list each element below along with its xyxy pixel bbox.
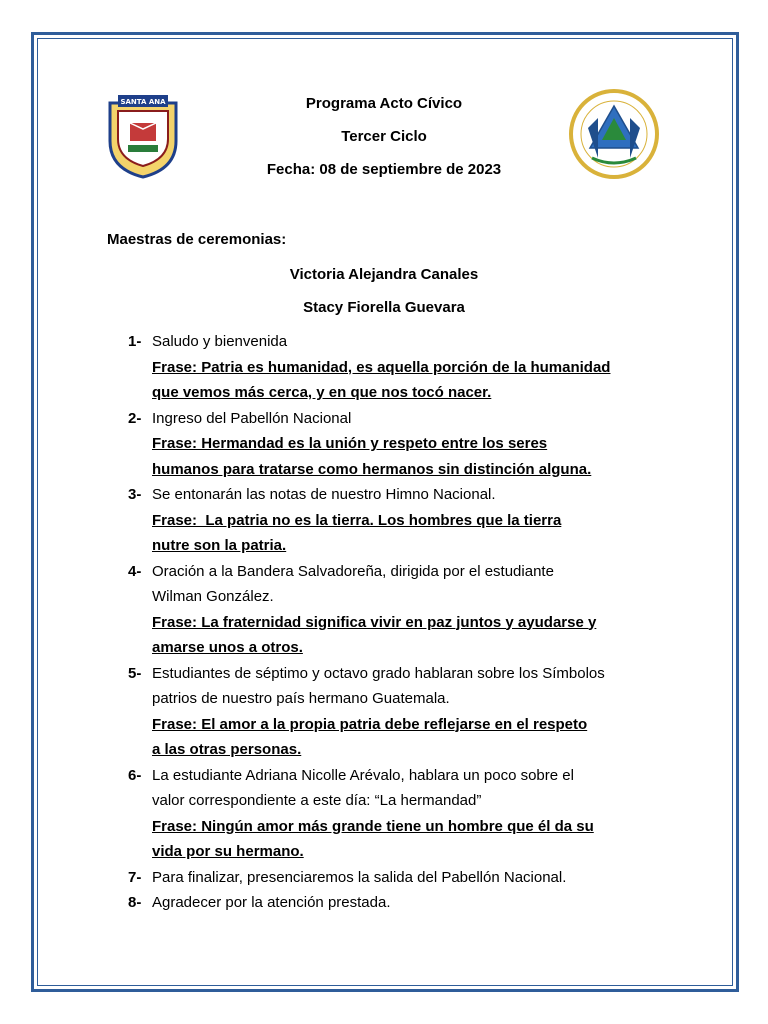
item-text: Estudiantes de séptimo y octavo grado hablaran sobre los Símbolos xyxy=(152,664,605,682)
program-item xyxy=(128,560,688,662)
page-subtitle: Tercer Ciclo xyxy=(341,128,427,145)
program-list xyxy=(128,330,688,917)
ceremony-name: Victoria Alejandra Canales xyxy=(289,266,479,283)
item-frase: Frase: Hermandad es la unión y respeto entre los seres xyxy=(152,435,548,452)
item-text: Agradecer por la atención prestada. xyxy=(152,894,391,911)
item-frase: Frase: Patria es humanidad, es aquella porción de la humanidad xyxy=(152,358,611,376)
item-text: Ingreso del Pabellón Nacional xyxy=(152,409,352,427)
item-number: 4- xyxy=(128,562,142,580)
item-frase: Frase: La patria no es la tierra. Los hombres que la tierra xyxy=(152,511,562,529)
item-text: Oración a la Bandera Salvadoreña, dirigida por el estudiante xyxy=(152,562,554,580)
item-text: La estudiante Adriana Nicolle Arévalo, hablara un poco sobre el xyxy=(152,766,574,784)
item-text: valor correspondiente a este día: “La hermandad” xyxy=(152,792,482,809)
header xyxy=(0,92,768,191)
item-number: 5- xyxy=(128,664,142,682)
item-frase: Frase: La fraternidad significa vivir en paz juntos y ayudarse y xyxy=(152,613,597,631)
item-text: Para finalizar, presenciaremos la salida del Pabellón Nacional. xyxy=(152,868,567,886)
item-frase: Frase: El amor a la propia patria debe reflejarse en el respeto xyxy=(152,715,588,733)
program-item xyxy=(128,866,688,892)
item-text: patrios de nuestro país hermano Guatemala. xyxy=(152,690,450,707)
item-number: 7- xyxy=(128,868,142,886)
page-title: Programa Acto Cívico xyxy=(305,95,463,112)
item-number: 6- xyxy=(128,766,142,784)
program-item xyxy=(128,764,688,866)
program-item xyxy=(128,662,688,764)
item-number: 8- xyxy=(128,894,142,911)
ceremony-name: Stacy Fiorella Guevara xyxy=(303,299,465,316)
program-item xyxy=(128,330,688,407)
item-text: Se entonarán las notas de nuestro Himno Nacional. xyxy=(152,486,496,503)
item-number: 1- xyxy=(128,333,142,350)
seal-text: SANTA ANA xyxy=(120,98,166,106)
ceremony-label: Maestras de ceremonias: xyxy=(107,231,287,248)
item-frase: Frase: Ningún amor más grande tiene un hombre que él da su xyxy=(152,817,594,835)
item-frase: vida por su hermano. xyxy=(152,843,304,860)
item-frase: a las otras personas. xyxy=(152,741,302,758)
item-frase: nutre son la patria. xyxy=(152,537,287,554)
item-frase: amarse unos a otros. xyxy=(152,639,303,656)
program-item xyxy=(128,407,688,484)
item-number: 2- xyxy=(128,409,142,427)
item-text: Wilman González. xyxy=(152,588,274,605)
item-frase: que vemos más cerca, y en que nos tocó nacer. xyxy=(152,384,492,401)
program-item xyxy=(128,483,688,560)
item-number: 3- xyxy=(128,486,142,503)
item-text: Saludo y bienvenida xyxy=(152,333,288,350)
program-item xyxy=(128,891,688,917)
ceremony-names xyxy=(0,263,768,329)
event-date: Fecha: 08 de septiembre de 2023 xyxy=(266,161,502,178)
item-frase: humanos para tratarse como hermanos sin distinción alguna. xyxy=(152,460,592,478)
